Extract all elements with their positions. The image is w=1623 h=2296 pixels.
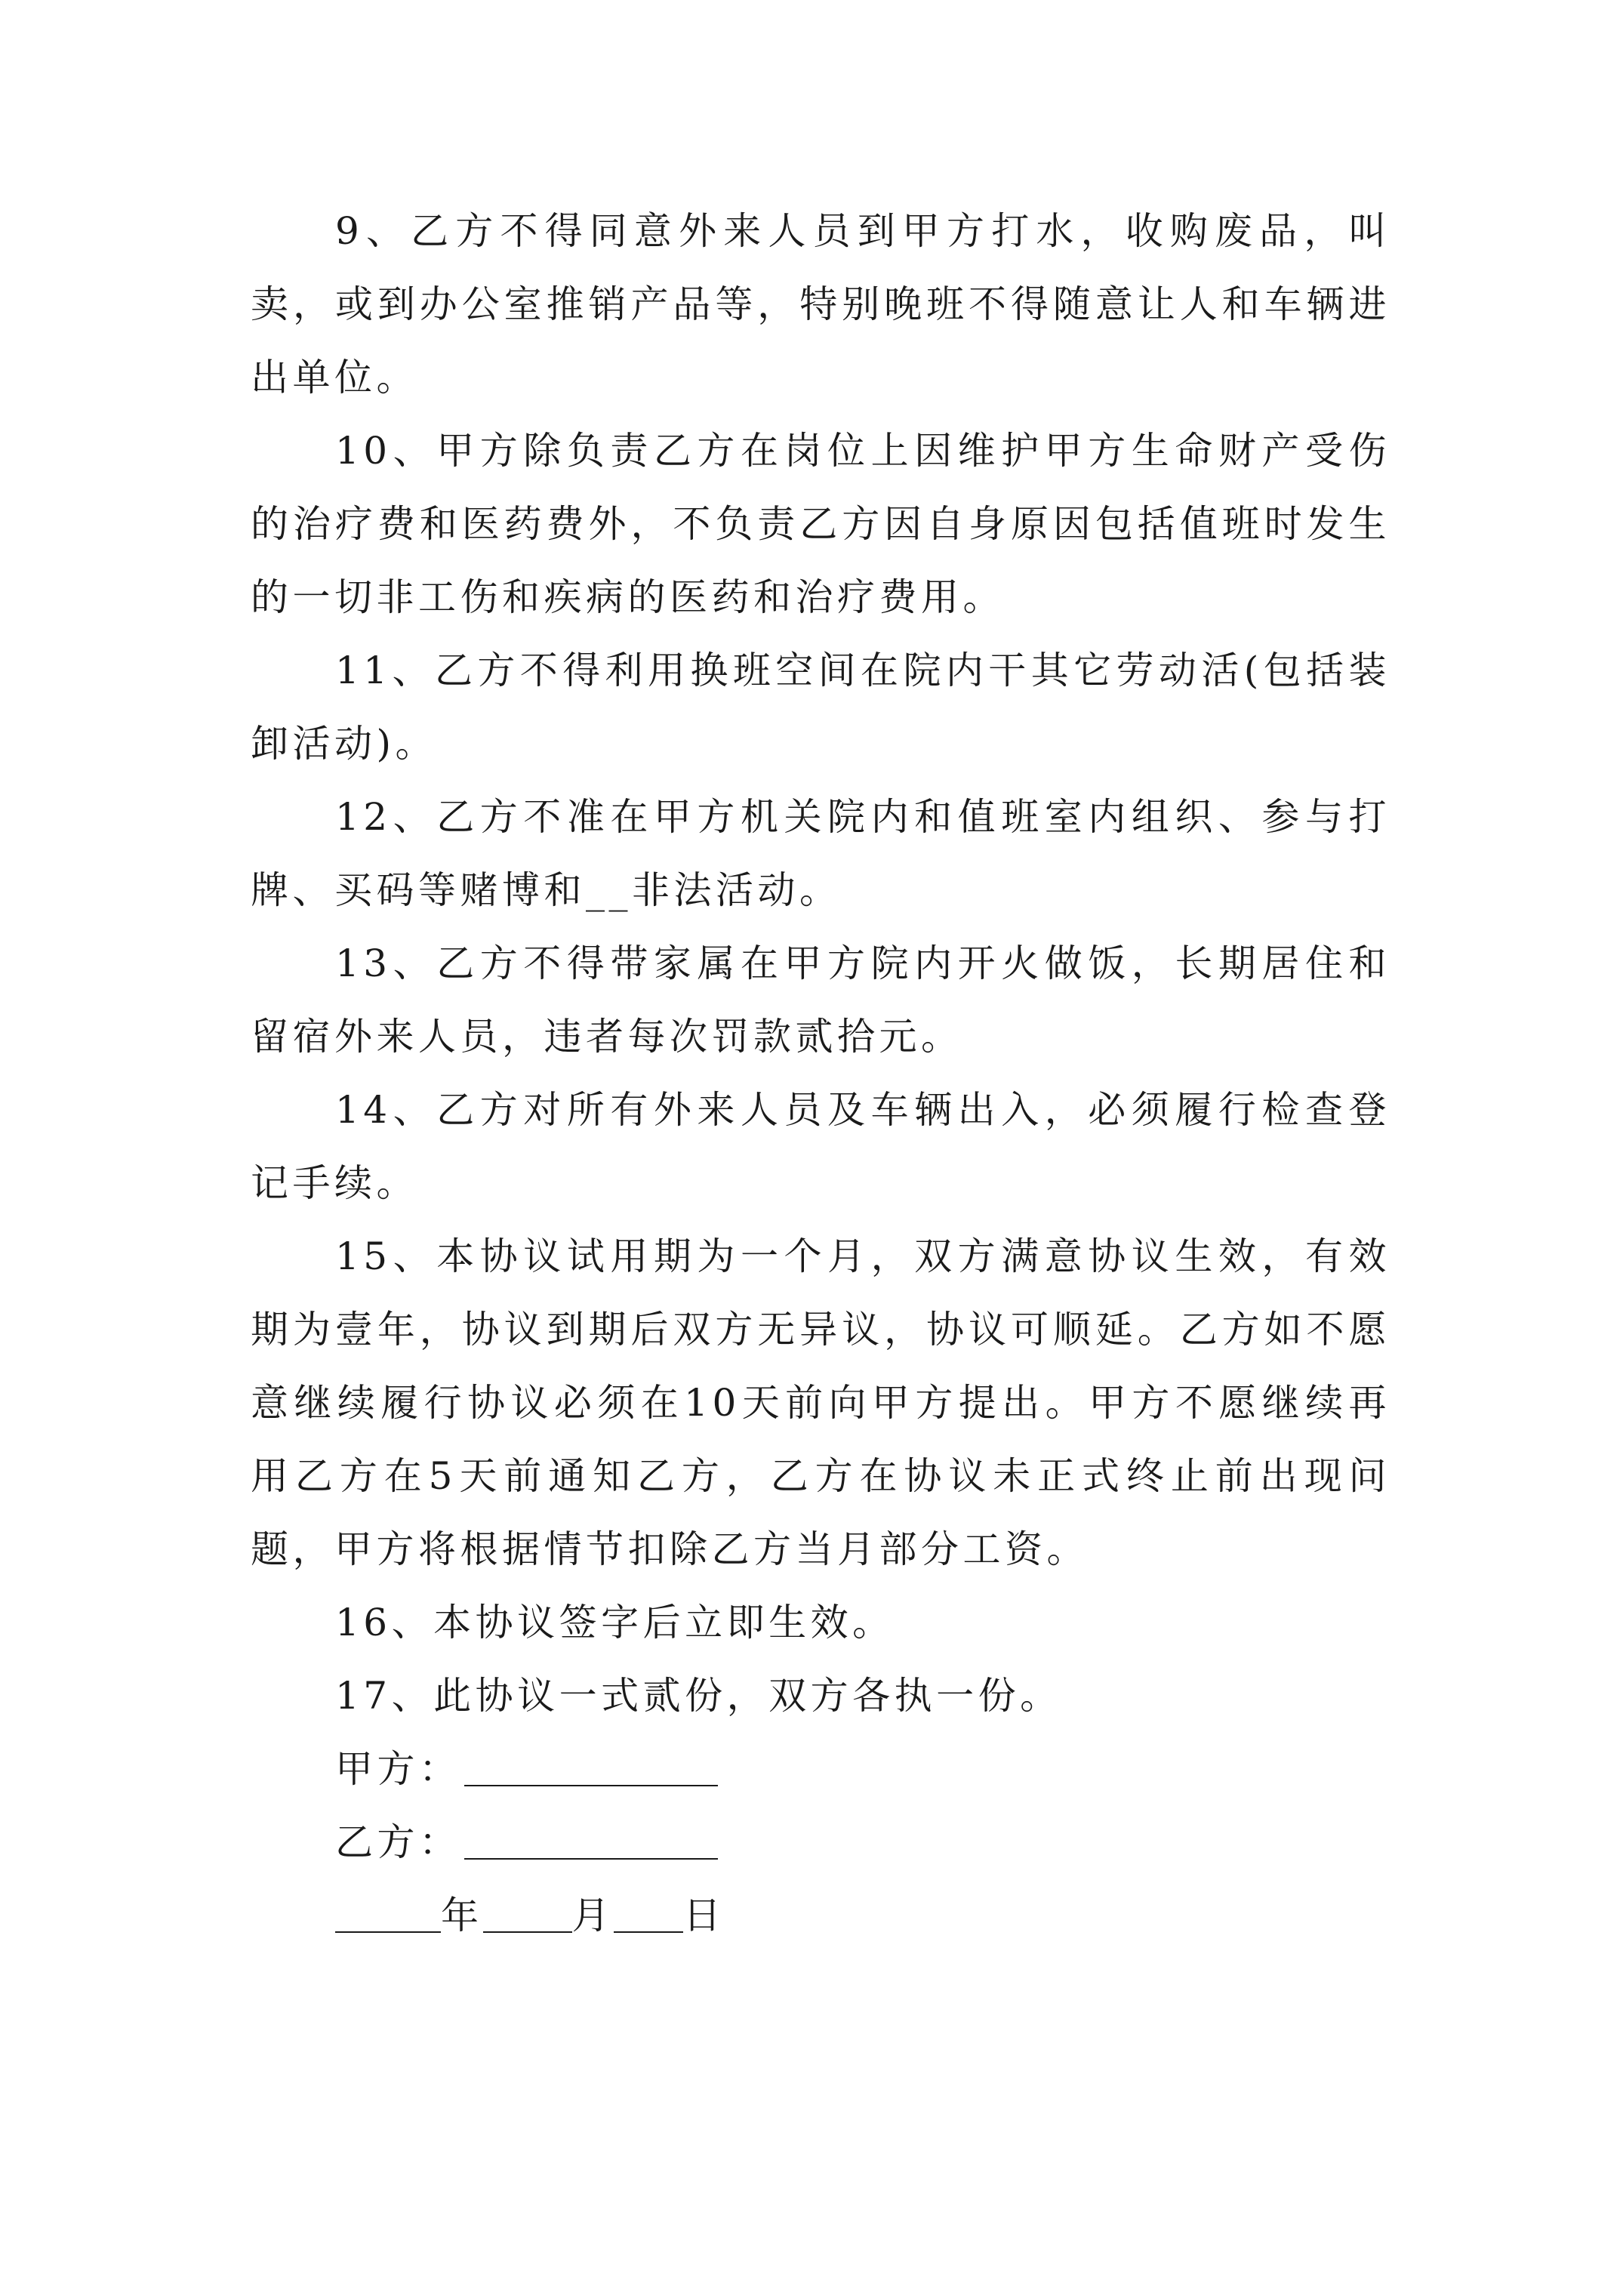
- day-label: 日: [683, 1894, 725, 1937]
- agreement-body: [251, 195, 1390, 1952]
- clause-14: 14、乙方对所有外来人员及车辆出入，必须履行检查登记手续。: [251, 1088, 1390, 1205]
- month-label: 月: [571, 1894, 614, 1937]
- clause-11: 11、乙方不得利用换班空间在院内干其它劳动活(包括装卸活动)。: [251, 649, 1390, 766]
- clause-9: 9、乙方不得同意外来人员到甲方打水，收购废品，叫卖，或到办公室推销产品等，特别晚班不得随意让人和车辆进出单位。: [251, 209, 1390, 399]
- clause-12: 12、乙方不准在甲方机关院内和值班室内组织、参与打牌、买码等赌博和__非法活动。: [251, 795, 1390, 912]
- party-b-label: 乙方：: [335, 1820, 461, 1864]
- day-blank: [614, 1892, 683, 1933]
- year-blank: [335, 1892, 441, 1933]
- clause-10: 10、甲方除负责乙方在岗位上因维护甲方生命财产受伤的治疗费和医药费外，不负责乙方因自身原因包括值班时发生的一切非工伤和疾病的医药和治疗费用。: [251, 429, 1390, 619]
- clause-13: 13、乙方不得带家属在甲方院内开火做饭，长期居住和留宿外来人员，违者每次罚款贰拾元。: [251, 942, 1390, 1059]
- clause-16: 16、本协议签字后立即生效。: [335, 1601, 895, 1644]
- party-a-signature-line: [251, 1733, 1390, 1806]
- clause-15: 15、本协议试用期为一个月，双方满意协议生效，有效期为壹年，协议到期后双方无异议，协议可顺延。乙方如不愿意继续履行协议必须在10天前向甲方提出。甲方不愿继续再用乙方在5天前通知乙方，乙方在协议未正式终止前出现问题，甲方将根据情节扣除乙方当月部分工资。: [251, 1234, 1390, 1571]
- month-blank: [483, 1892, 572, 1933]
- party-a-blank: [464, 1746, 718, 1786]
- party-b-blank: [464, 1819, 718, 1860]
- party-a-label: 甲方：: [335, 1747, 461, 1791]
- party-b-signature-line: [251, 1806, 1390, 1879]
- clause-17: 17、此协议一式贰份，双方各执一份。: [335, 1674, 1062, 1718]
- date-line: [251, 1879, 1390, 1952]
- year-label: 年: [441, 1894, 483, 1937]
